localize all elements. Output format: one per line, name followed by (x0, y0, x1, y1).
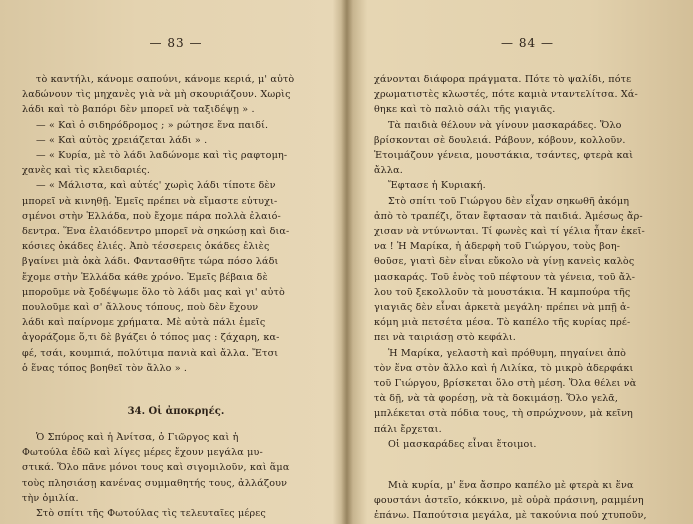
text-line: μασκαράς. Τοῦ ἑνὸς τοῦ πέφτουν τὰ γένεια, τοῦ ἄλ- (374, 271, 636, 283)
text-line: ἀπὸ τὸ τραπέζι, ὅταν ἔφτασαν τὰ παιδιά. Ἀμέσως ἄρ- (374, 210, 643, 222)
text-line: ὁ ἕνας τόπος βοηθεῖ τὸν ἄλλο » . (22, 362, 188, 374)
text-line: Στὸ σπίτι τοῦ Γιώργου δὲν εἶχαν σηκωθῆ ἀκόμη (388, 195, 630, 207)
text-line: λου τοῦ ξεκολλοῦν τὰ μουστάκια. Ἡ καμπούρα τῆς (374, 286, 631, 298)
page-number: — 83 — (149, 36, 203, 50)
text-line: χάνονται διάφορα πράγματα. Πότε τὸ ψαλίδι, πότε (374, 74, 632, 85)
right-page (350, 0, 693, 524)
text-line: — « Καὶ ὁ σιδηρόδρομος ; » ρώτησε ἕνα παιδί. (36, 119, 269, 131)
left-page (0, 0, 344, 524)
text-line: ἄλλα. (374, 165, 403, 177)
text-line: Φωτούλα ἐδῶ καὶ λίγες μέρες ἔχουν μεγάλα μυ- (22, 447, 263, 459)
text-line: ἐπάνω. Παπούτσια μεγάλα, μὲ τακούνια πού χτυποῦν, (374, 510, 647, 522)
text-line: σμένοι στὴν Ἑλλάδα, ποὺ ἔχομε πάρα πολλὰ ἐλαιό- (22, 210, 281, 222)
text-line: βγαίνει μιὰ ὀκὰ λάδι. Φαντασθῆτε τώρα πόσο λάδι (22, 256, 279, 268)
text-line: Ὁ Σπύρος καὶ ἡ Ἀνίτσα, ὁ Γιῶργος καὶ ἡ (36, 432, 239, 444)
text-line: πάλι ἔρχεται. (374, 423, 442, 435)
text-line: τοῦ Γιώργου, βρίσκεται ὅλο στὴ μέση. Ὅλα θέλει νὰ (374, 378, 637, 390)
text-line: Ἔφτασε ἡ Κυριακή. (388, 180, 486, 192)
text-line: πουλοῦμε καὶ σ' ἄλλους τόπους, ποὺ δὲν ἔχουν (22, 302, 259, 314)
text-line: τὸ καντήλι, κάνομε σαπούνι, κάνομε κεριά, μ' αὐτὸ (36, 74, 295, 85)
text-line: Οἱ μασκαράδες εἶναι ἕτοιμοι. (388, 438, 537, 450)
text-line: τὸν ἕνα στὸν ἄλλο καὶ ἡ Λιλίκα, τὸ μικρὸ ἀδερφάκι (374, 362, 634, 374)
text-line: βρίσκονται σὲ δουλειά. Ράβουν, κόβουν, κολλοῦν. (374, 134, 626, 146)
text-line: μπλέκεται στὰ πόδια τους, τὴ σπρώχνουν, μὰ κεῖνη (374, 408, 633, 420)
text-line: μποροῦμε νὰ ξοδέψωμε ὅλο τὸ λάδι μας καὶ γι' αὐτὸ (22, 286, 285, 298)
text-line: τὴν ὁμιλία. (22, 492, 79, 504)
text-line: τὰ δῇ, νὰ τὰ φορέσῃ, νὰ τὰ δοκιμάσῃ. Ὅλο γελᾶ, (374, 393, 619, 405)
text-line: — « Μάλιστα, καὶ αὐτές' χωρὶς λάδι τίποτε δὲν (36, 180, 276, 192)
text-line: να ! Ἡ Μαρίκα, ἡ ἀδερφὴ τοῦ Γιώργου, τοὺς βοη- (374, 241, 621, 253)
text-line: — « Κυρία, μὲ τὸ λάδι λαδώνομε καὶ τὶς ραφτομη- (36, 150, 288, 162)
text-line: θηκε καὶ τὸ παλιὸ σάλι τῆς γιαγιᾶς. (374, 104, 556, 116)
text-line: φουστάνι ἀστεῖο, κόκκινο, μὲ οὐρὰ πράσινη, ραμμένη (374, 495, 644, 507)
text-line: μπορεῖ νὰ κινηθῇ. Ἐμεῖς πρέπει νὰ εἴμαστε εὐτυχι- (22, 195, 278, 207)
text-line: κόσιες ὀκάδες ἐλιές. Ἀπὸ τέσσερεις ὀκάδες ἐλιὲς (22, 241, 270, 253)
text-line: δεντρα. Ἕνα ἐλαιόδεντρο μπορεῖ νὰ σηκώσῃ καὶ δια- (22, 226, 290, 238)
text-line: — « Καὶ αὐτὸς χρειάζεται λάδι » . (36, 134, 208, 146)
page-number: — 84 — (501, 36, 554, 50)
section-break (374, 452, 681, 478)
text-line: Ἑτοιμάζουν γένεια, μουστάκια, τσάντες, φτερὰ καὶ (374, 150, 634, 162)
text-line: στικά. Ὅλο πᾶνε μόνοι τους καὶ σιγομιλοῦν, καὶ ἅμα (22, 462, 290, 474)
text-line: χισαν νὰ ντύνωνται. Τί φωνὲς καὶ τί γέλια ἦταν ἐκεῖ- (374, 226, 645, 238)
text-line: θοῦσε, γιατὶ δὲν εἶναι εὔκολο νὰ γίνῃ κανεὶς καλὸς (374, 256, 635, 268)
text-line: τοὺς πλησιάσῃ κανένας συμμαθητής τους, ἀλλάζουν (22, 477, 288, 489)
text-line: Ἡ Μαρίκα, γελαστὴ καὶ πρόθυμη, πηγαίνει ἀπὸ (388, 347, 627, 359)
text-line: λάδι καὶ παίρνομε χρήματα. Μὲ αὐτὰ πάλι ἐμεῖς (22, 317, 266, 329)
text-line: γιαγιᾶς δὲν εἶναι ἀρκετὰ μεγάλη· πρέπει νὰ μπῇ ἀ- (374, 302, 631, 314)
section-heading: 34. Οἱ ἀποκρηές. (127, 406, 225, 418)
text-line: χανὲς καὶ τὶς κλειδαριές. (22, 165, 151, 177)
text-line: χρωματιστὲς κλωστές, πότε καμιὰ νταντελίτσα. Χά- (374, 89, 638, 101)
text-line: λαδώνουν τὶς μηχανὲς γιὰ νὰ μὴ σκουριάζουν. Χωρὶς (22, 89, 291, 101)
text-line: λάδι καὶ τὸ βαπόρι δὲν μπορεῖ νὰ ταξιδέψῃ » . (22, 104, 255, 116)
text-line: Τὰ παιδιὰ θέλουν νὰ γίνουν μασκαράδες. Ὅλο (388, 119, 622, 131)
text-line: Στὸ σπίτι τῆς Φωτούλας τὶς τελευταῖες μέρες (36, 508, 266, 520)
text-line: κόμη μιὰ πετσέτα μέσα. Τὸ καπέλο τῆς κυρίας πρέ- (374, 317, 631, 329)
text-line: φέ, τσάι, κουμπιά, πολύτιμα πανιὰ καὶ ἄλλα. Ἔτσι (22, 347, 279, 359)
left-body-top (22, 72, 330, 376)
text-line: πει νὰ ταιριάσῃ στὸ κεφάλι. (374, 332, 517, 344)
text-line: ἔχομε στὴν Ἑλλάδα κάθε χρόνο. Ἐμεῖς βέβαια δὲ (22, 271, 268, 283)
text-line: Μιὰ κυρία, μ' ἕνα ἄσπρο καπέλο μὲ φτερὰ κι ἕνα (388, 480, 634, 492)
left-body-bottom (22, 430, 330, 521)
right-body-top (374, 72, 681, 452)
right-body-bottom (374, 478, 681, 524)
text-line: ἀγοράζομε ὅ,τι δὲ βγάζει ὁ τόπος μας : ζάχαρη, κα- (22, 332, 280, 344)
